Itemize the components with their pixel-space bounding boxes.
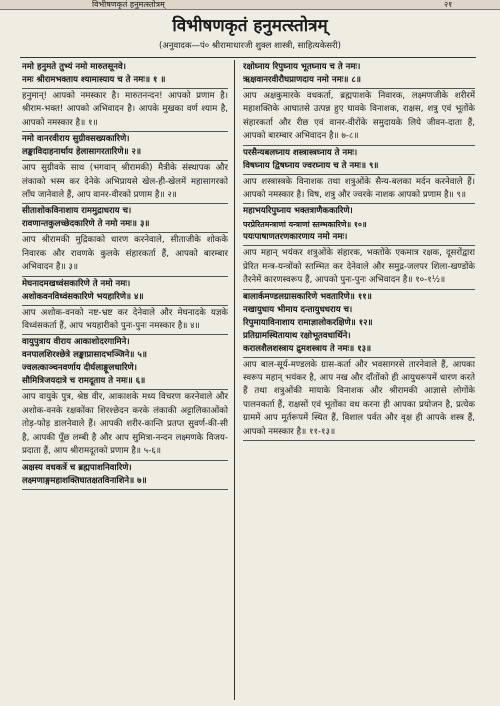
verse-block xyxy=(243,291,475,441)
verse-separator xyxy=(22,489,228,490)
block-separator xyxy=(243,145,475,146)
header-rule xyxy=(20,57,476,58)
mantra-line: रिपुमायाविनाशाय रामाज्ञालोकरक्षिणे॥ १२॥ xyxy=(243,317,373,328)
mantra-line: नमो वानरवीराय सुग्रीवसख्यकारिणे। xyxy=(22,134,130,145)
column-divider xyxy=(234,60,235,700)
mantra-line: महाभयरिपुघ्नाय भक्तत्राणैककारिणे। xyxy=(243,206,353,217)
page-title: विभीषणकृतं हनुमत्स्तोत्रम् xyxy=(172,16,328,36)
verse-separator xyxy=(22,88,228,89)
translation-text: आप अशोक-वनको नष्ट-भ्रष्ट कर देनेवाले और मेघनादके यज्ञके विध्वंसकर्ता हैं, आप भयहारीको पुनः-पुनः नमस्कार है॥ ४॥ xyxy=(22,307,228,332)
verse-separator xyxy=(22,305,228,306)
verse-block xyxy=(243,61,475,146)
mantra-line: अक्षस्य वधकर्त्रे च ब्रह्मपाशनिवारिणे। xyxy=(22,462,132,473)
mantra-line: सौमित्रिजयदात्रे च रामदूताय ते नमः॥ ६॥ xyxy=(22,376,146,387)
block-separator xyxy=(22,203,228,204)
verse-block xyxy=(22,278,228,336)
mantra-line: बालार्कमण्डलग्रासकारिणे भवतारिणे॥ ११॥ xyxy=(243,291,372,302)
mantra-line: नखायुधाय भीमाय दन्तायुधधराय च। xyxy=(243,304,353,315)
verse-separator xyxy=(243,174,475,175)
verse-separator xyxy=(243,357,475,358)
running-header xyxy=(0,0,500,10)
mantra-line: परसैन्यबलघ्नाय शस्त्रास्त्रघ्नाय ते नमः। xyxy=(243,147,358,158)
translation-text: आप महान् भयंकर शत्रुओंके संहारक, भक्तोंके एकमात्र रक्षक, दूसरोंद्वारा प्रेरित मन्त्र-यन्त्रोंको स्तम्भित कर देनेवाले और समुद्र-जलपर शिला-खण्डोंके तैरनेमें कारणस्वरूप हैं, आपको पुनः-पुनः अभिवादन है॥ १०-१½॥ xyxy=(243,248,475,286)
mantra-line: रावणान्तकुलच्छेदकारिणे ते नमो नमः॥ ३॥ xyxy=(22,219,150,230)
mantra-line: परप्रेरितमन्त्राणां यन्त्राणां स्तम्भकारिणे॥ १०॥ xyxy=(243,220,367,230)
verse-separator xyxy=(22,232,228,233)
translation-text: आप शस्त्रास्त्रके विनाशक तथा शत्रुओंके सैन्य-बलका मर्दन करनेवाले हैं। आपको नमस्कार है। विष, शत्रु और ज्वरके नाशक आपको प्रणाम है॥ ९॥ xyxy=(243,176,475,201)
mantra-line: विषघ्नाय द्विषघ्नाय ज्वरघ्नाय च ते नमः॥ ९॥ xyxy=(243,160,379,171)
block-separator xyxy=(243,440,475,441)
verse-separator xyxy=(22,160,228,161)
verse-block xyxy=(22,462,228,490)
block-separator xyxy=(243,203,475,204)
translation-text: आप बाल-सूर्य-मण्डलके ग्रास-कर्ता और भवसागरसे तारनेवाले हैं, आपका स्वरूप महान् भयंकर है, आप नख और दाँतोंको ही आयुधरूपमें धारण करते हैं तथा शत्रुओंकी मायाके विनाशक और श्रीरामकी आज्ञासे लोगोंके पालनकर्ता हैं, राक्षसों एवं भूतोंका वध करना ही आपका प्रयोजन है, प्रत्येक ग्राममें आप मूर्तरूपमें स्थित हैं, विशाल पर्वत और वृक्ष ही आपके शस्त्र हैं, आपको नमस्कार है॥ ११-१३॥ xyxy=(243,359,475,437)
mantra-line: लङ्काविदाहनार्थाय हेलासागरतारिणे॥ २॥ xyxy=(22,147,142,158)
mantra-line: मेघनादमखध्वंसकारिणे ते नमो नमः। xyxy=(22,278,131,289)
translation-text: आप अक्षकुमारके वधकर्ता, ब्रह्मपाशके निवारक, लक्ष्मणजीके शरीरमें महाशक्तिके आघातसे उत्पन्न हुए घावके विनाशक, राक्षस, शत्रु एवं भूतोंके संहारकर्ता और रीछ एवं वानर-वीरोंके समुदायके लिये जीवन-दाता हैं, आपको बारम्बार अभिवादन है॥ ७-८॥ xyxy=(243,91,475,142)
verse-separator xyxy=(22,389,228,390)
verse-block xyxy=(243,147,475,205)
verse-block xyxy=(22,133,228,204)
mantra-line: अशोकवनविध्वंसकारिणे भयहारिणे॥ ४॥ xyxy=(22,291,144,302)
verse-separator xyxy=(243,88,475,89)
right-column xyxy=(243,61,475,442)
mantra-line: नमः श्रीरामभक्ताय श्यामास्याय च ते नमः॥ १ ॥ xyxy=(22,75,166,85)
left-column xyxy=(22,61,228,491)
mantra-line: रक्षोघ्नाय रिपुघ्नाय भूतघ्नाय च ते नमः। xyxy=(243,62,361,72)
translator-credit: (अनुवादक—पं० श्रीरामाधारजी शुक्ल शास्त्री, साहित्यकेसरी) xyxy=(158,41,342,51)
mantra-line: वायुपुत्राय वीराय आकाशोदरगामिने। xyxy=(22,337,130,348)
mantra-line: करालशैलशस्त्राय द्रुमशस्त्राय ते नमः॥ १३॥ xyxy=(243,343,372,354)
block-separator xyxy=(22,460,228,461)
mantra-line: नमो हनुमते तुभ्यं नमो मारुतसूनवे। xyxy=(22,62,126,72)
verse-block xyxy=(22,336,228,460)
page-number: २१ xyxy=(444,0,453,9)
mantra-line: वनपालशिरश्छेत्रे लङ्काप्रासादभञ्जिने॥ ५॥ xyxy=(22,350,147,361)
running-head-text: विभीषणकृतं हनुमत्स्तोत्रम् xyxy=(92,0,165,9)
block-separator xyxy=(22,131,228,132)
translation-text: आप सुग्रीवके साथ (भगवान् श्रीरामकी) मैत्रीके संस्थापक और लंकाको भस्म कर देनेके अभिप्रायसे खेल-ही-खेलमें महासागरको लाँघ जानेवाले हैं, आप वानर-वीरको प्रणाम है॥ २॥ xyxy=(22,163,228,201)
mantra-line: सीताशोकविनाशाय राममुद्राधराय च। xyxy=(22,206,132,217)
mantra-line: ज्वलत्काञ्चनवर्णाय दीर्घलाङ्गूलधारिणे। xyxy=(22,363,137,374)
verse-block xyxy=(243,205,475,289)
block-separator xyxy=(22,334,228,335)
verse-block xyxy=(22,205,228,276)
translation-text: हनुमान्! आपको नमस्कार है। मारुतनन्दन! आपको प्रणाम है। श्रीराम-भक्त! आपको अभिवादन है। आपके मुखका वर्ण श्याम है, आपको नमस्कार है॥ १॥ xyxy=(22,91,228,128)
mantra-line: प्रतिग्रामस्थितायाथ रक्षोभूतवधार्थिने। xyxy=(243,330,351,341)
block-separator xyxy=(22,276,228,277)
mantra-line: ऋक्षवानरवीरौघप्राणदाय नमो नमः॥ ८॥ xyxy=(243,75,361,85)
translation-text: आप वायुके पुत्र, श्रेष्ठ वीर, आकाशके मध्य विचरण करनेवाले और अशोक-वनके रक्षकोंका शिरश्छेदन करके लंकाकी अट्टालिकाओंको तोड़-फोड़ डालनेवाले हैं। आपकी शरीर-कान्ति प्रतप्त सुवर्ण-की-सी है, आपकी पूँछ लम्बी है और आप सुमित्रा-नन्दन लक्ष्मणके विजय-प्रदाता हैं, आप श्रीरामदूतको प्रणाम है॥ ५-६॥ xyxy=(22,392,228,457)
mantra-line: लक्ष्मणाङ्गमहाशक्तिघातक्षतविनाशिने॥ ७॥ xyxy=(22,475,147,486)
block-separator xyxy=(243,289,475,290)
verse-separator xyxy=(243,245,475,246)
translation-text: आप श्रीरामकी मुद्रिकाको धारण करनेवाले, सीताजीके शोकके निवारक और रावणके कुलके संहारकर्ता हैं, आपको बारम्बार अभिवादन है॥ ३॥ xyxy=(22,235,228,273)
verse-block xyxy=(22,61,228,132)
mantra-line: पयःपाषाणतरणकारणाय नमो नमः। xyxy=(243,232,348,243)
